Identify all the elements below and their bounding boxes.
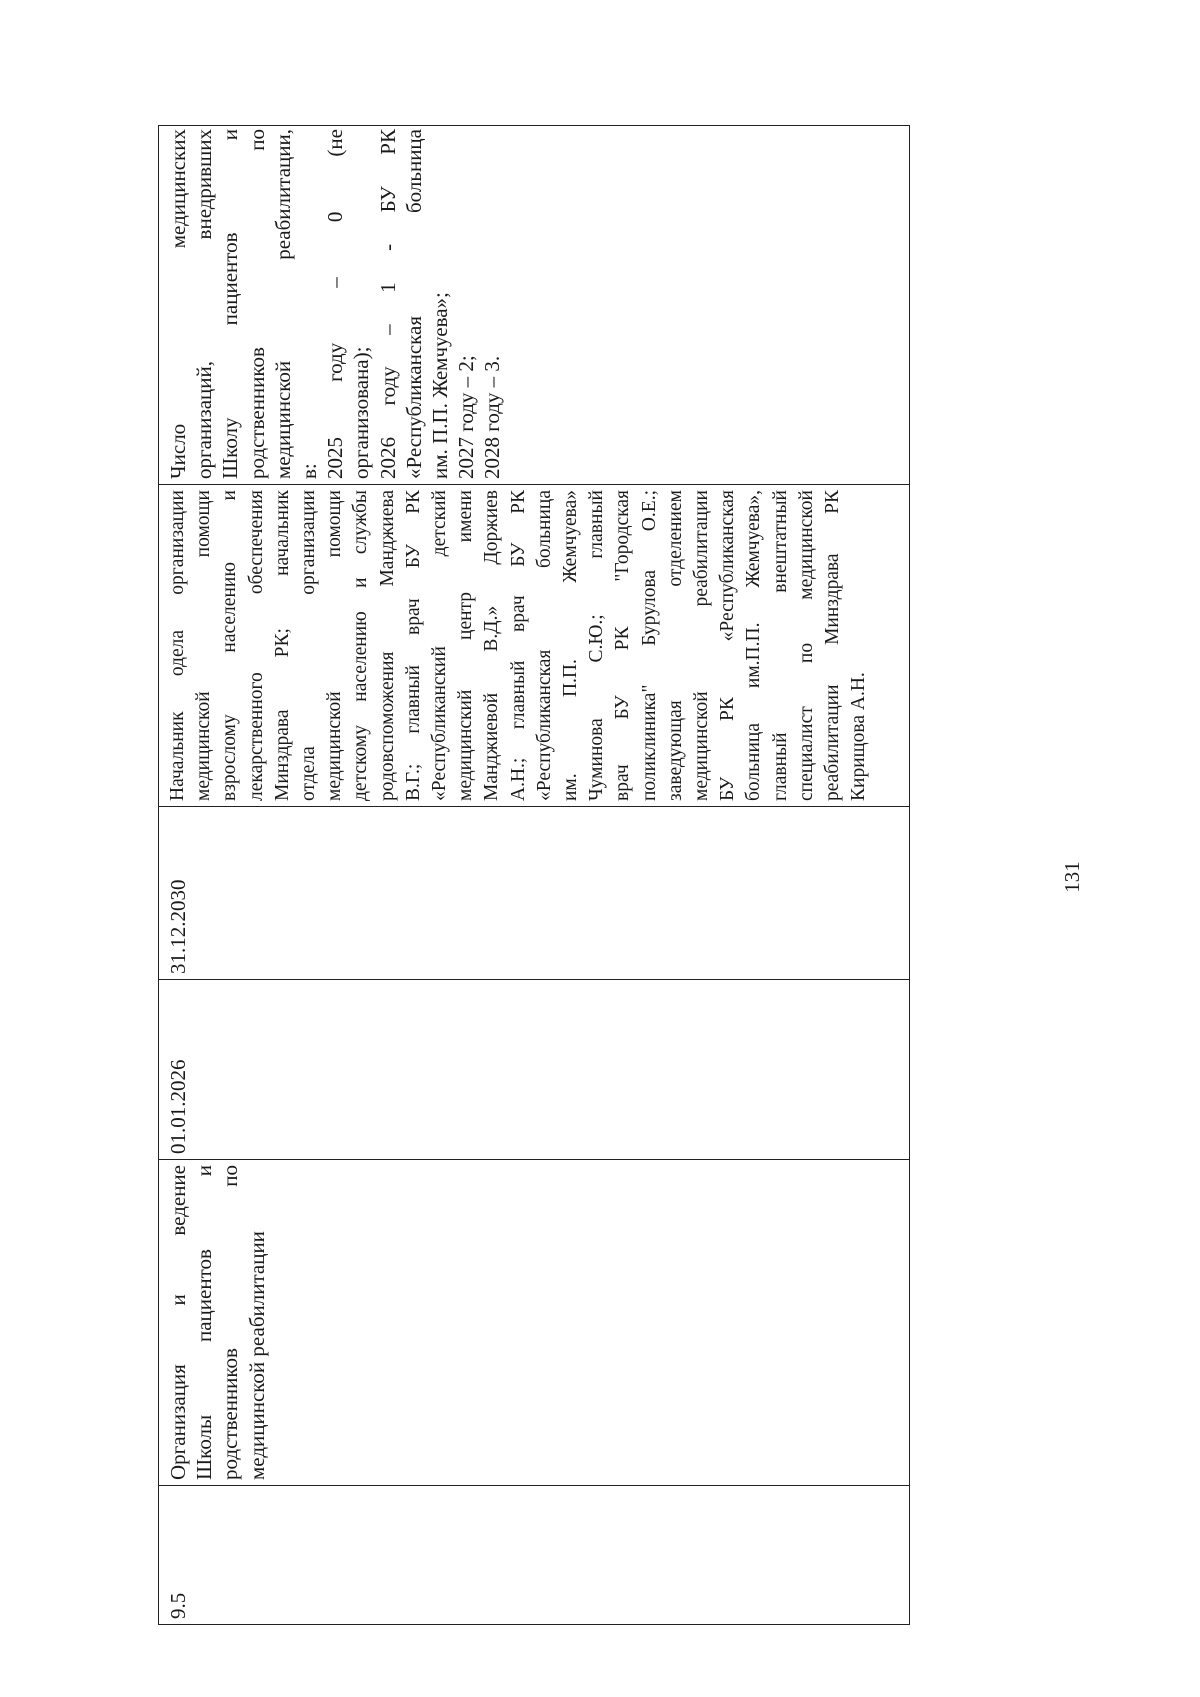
responsible-line: главный внештатный <box>769 490 791 801</box>
indicator-line: «Республиканская больница <box>401 129 426 479</box>
indicator-line: в: <box>297 463 322 479</box>
responsible-line: В.Г.; главный врач БУ РК <box>402 490 424 801</box>
responsible-line: Чуминова С.Ю.; главный <box>586 490 608 801</box>
responsible-line: детскому населению и службы <box>350 490 372 801</box>
plan-table-row <box>158 125 910 1625</box>
responsible-line: специалист по медицинской <box>795 490 817 801</box>
responsible-line: медицинской помощи <box>193 490 215 801</box>
indicator-line: 2025 году – 0 (не <box>323 129 348 479</box>
indicator-cell <box>159 124 909 485</box>
event-line: родственников по <box>218 1165 243 1480</box>
end-date-cell <box>159 807 909 980</box>
start-date-cell <box>159 980 909 1160</box>
indicator-line: медицинской реабилитации, <box>270 129 295 479</box>
responsible-line: «Республиканская больница <box>533 490 555 801</box>
responsible-line: лекарственного обеспечения <box>245 490 267 801</box>
responsible-cell <box>159 485 909 807</box>
indicator-line: организована); <box>349 346 374 479</box>
responsible-line: Манджиевой В.Д.» Доржиев <box>481 490 503 801</box>
responsible-line: взрослому населению и <box>219 490 241 801</box>
responsible-line: БУ РК «Республиканская <box>717 490 739 801</box>
responsible-line: медицинский центр имени <box>455 490 477 801</box>
event-line: Школы пациентов и <box>192 1165 217 1480</box>
responsible-line: медицинской помощи <box>324 490 346 801</box>
indicator-line: 2026 году – 1 - БУ РК <box>375 129 400 479</box>
indicator-line: 2028 году – 3. <box>480 355 505 479</box>
responsible-line: Минздрава РК; начальник <box>271 490 293 801</box>
responsible-line: врач БУ РК "Городская <box>612 490 634 801</box>
indicator-line: Число медицинских <box>166 129 190 479</box>
responsible-line: Начальник одела организации <box>167 490 188 801</box>
start-date: 01.01.2026 <box>166 1059 190 1154</box>
indicator-line: 2027 году – 2; <box>454 355 479 479</box>
responsible-line: поликлиника" Бурулова О.Е.; <box>638 490 660 801</box>
responsible-line: больница им.П.П. Жемчуева», <box>743 490 765 801</box>
indicator-line: родственников по <box>244 129 269 479</box>
responsible-line: медицинской реабилитации <box>691 490 713 801</box>
responsible-line: им. П.П. Жемчуева» <box>560 490 582 801</box>
page-number: 131 <box>1060 861 1084 893</box>
responsible-line: реабилитации Минздрава РК <box>822 490 844 801</box>
row-number-cell <box>159 1486 909 1624</box>
indicator-line: организаций, внедривших <box>192 129 217 479</box>
event-line: медицинской реабилитации <box>244 1231 269 1480</box>
end-date: 31.12.2030 <box>166 879 190 974</box>
indicator-line: Школу пациентов и <box>218 129 243 479</box>
responsible-line: «Республиканский детский <box>429 490 451 801</box>
responsible-line: А.Н.; главный врач БУ РК <box>507 490 529 801</box>
responsible-line: Кирищова А.Н. <box>848 672 870 801</box>
responsible-line: отдела организации <box>298 490 320 801</box>
responsible-line: родовспоможения Манджиева <box>376 490 398 801</box>
event-line: Организация и ведение <box>166 1165 190 1480</box>
row-number: 9.5 <box>166 1592 190 1619</box>
responsible-line: заведующая отделением <box>664 490 686 801</box>
event-name-cell <box>159 1160 909 1486</box>
indicator-line: им. П.П. Жемчуева»; <box>428 292 453 479</box>
